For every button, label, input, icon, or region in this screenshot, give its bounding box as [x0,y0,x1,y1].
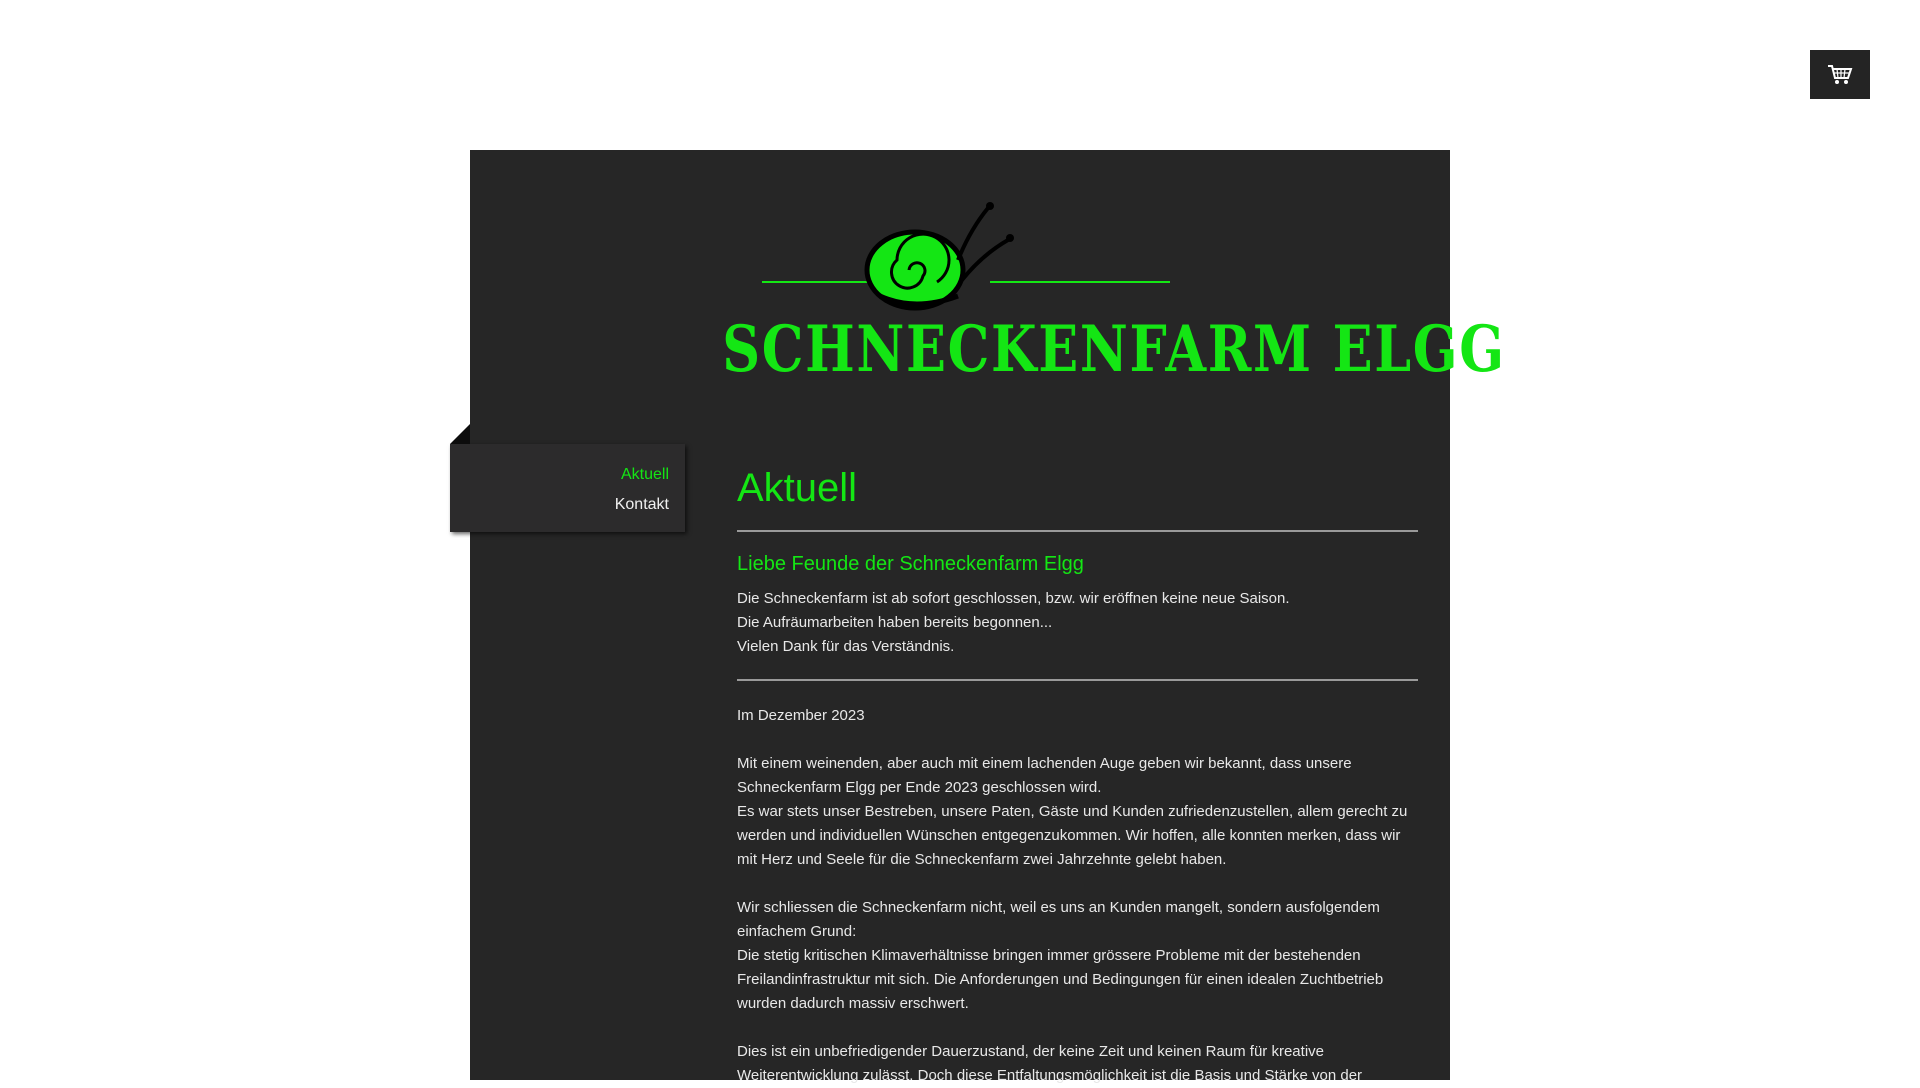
paragraph: Die stetig kritischen Klimaverhältnisse bringen immer grössere Probleme mit der bestehenden Freilandinfrastruktur mit sich. Die Anforderungen und Bedingungen für einen idealen Zuchtbetrieb wurden dadurch massiv erschwert. [737,947,1384,1012]
divider [737,530,1418,532]
section-heading: Liebe Feunde der Schneckenfarm Elgg [737,553,1084,575]
closing-notice [737,587,1418,659]
cart-button[interactable] [1810,50,1870,99]
nav-item-kontakt[interactable]: Kontakt [614,496,669,513]
divider [737,679,1418,681]
paragraph: Es war stets unser Bestreben, unsere Paten, Gäste und Kunden zufriedenzustellen, allem gerecht zu werden und individuellen Wünschen entgegenzukommen. Wir hoffen, alle konnten merken, dass wir mit Herz und Seele für die Schneckenfarm zwei Jahrzehnte gelebt haben. [737,803,1408,868]
nav-fold [450,424,470,444]
shopping-cart-icon [1827,64,1853,86]
page-container [470,150,1506,1084]
article-body [737,704,1418,1088]
article-date: Im Dezember 2023 [737,707,865,724]
notice-line: Die Aufräumarbeiten haben bereits begonnen... [737,614,1053,631]
snail-icon [670,200,1250,320]
page-title: Aktuell [737,466,858,510]
main-navigation [450,444,685,532]
site-logo[interactable] [670,200,1506,395]
paragraph: Wir schliessen die Schneckenfarm nicht, weil es uns an Kunden mangelt, sondern ausfolgendem einfachem Grund: [737,899,1380,940]
notice-line: Vielen Dank für das Verständnis. [737,638,955,655]
nav-item-aktuell[interactable]: Aktuell [620,466,669,483]
notice-line: Die Schneckenfarm ist ab sofort geschlossen, bzw. wir eröffnen keine neue Saison. [737,590,1290,607]
logo-text: SCHNECKENFARM ELGG [722,312,1506,387]
paragraph: Dies ist ein unbefriedigender Dauerzustand, der keine Zeit und keinen Raum für kreative Weiterentwicklung zulässt. Doch diese Entfaltungsmöglichkeit ist die Basis und Stärke von der [737,1043,1363,1084]
paragraph: Mit einem weinenden, aber auch mit einem lachenden Auge geben wir bekannt, dass unsere Schneckenfarm Elgg per Ende 2023 geschlossen wird. [737,755,1352,796]
